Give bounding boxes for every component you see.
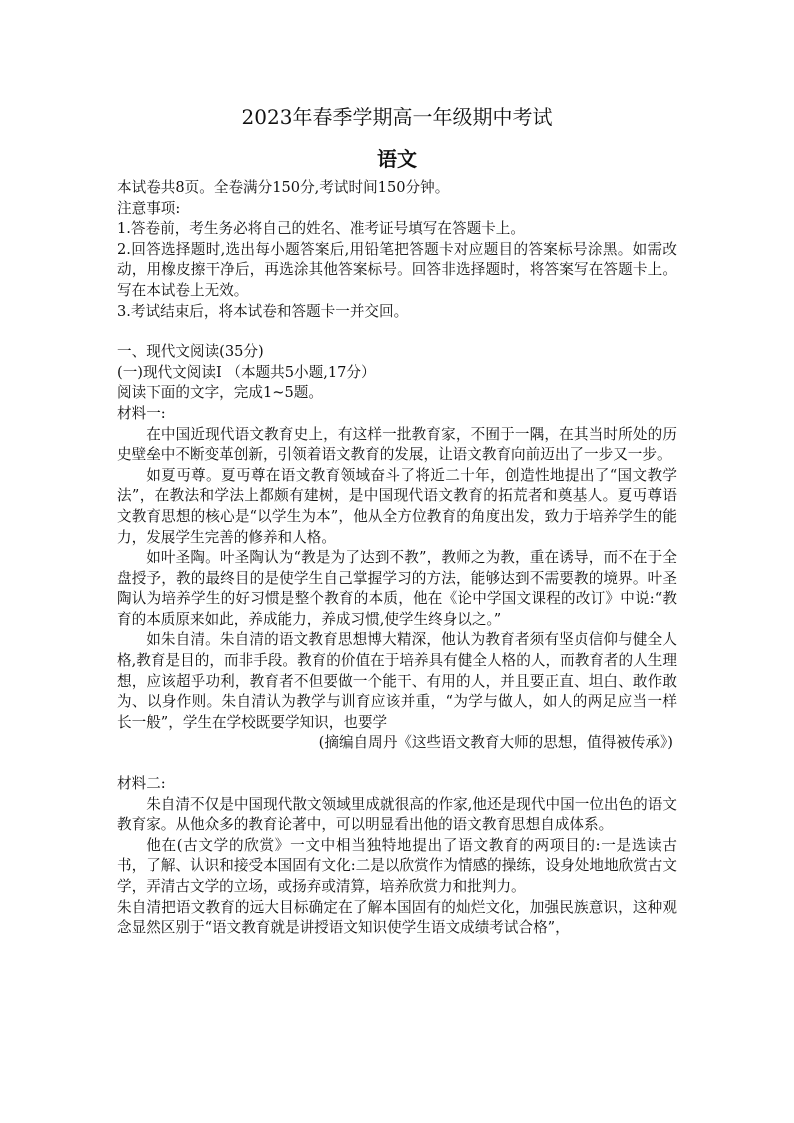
material2-paragraph: 他在(古文学的欣赏》一文中相当独特地提出了语文教育的两项目的:一是选读古书，了解、认识和接受本国固有文化:二是以欣赏作为情感的操练，设身处地地欣赏古文学，弄清古文学的立场，或扬弃或清算，培养欣赏力和批判力。: [117, 836, 677, 895]
material1-paragraph: 如朱自清。朱自清的语文教育思想博大精深，他认为教育者须有坚贞信仰与健全人格,教育是目的，而非手段。教育的价值在于培养具有健全人格的人，而教育者的人生理想，应该超乎功利，教育者不但要做一个能干、有用的人，并且要正直、坦白、敢作敢为、以身作则。朱自清认为教学与训育应该并重，“为学与做人，如人的两足应当一样长一般”，学生在学校既要学知识，也要学: [117, 631, 677, 731]
section-instruction: 阅读下面的文字，完成1~5题。: [117, 384, 323, 402]
material2-paragraph: 朱自清不仅是中国现代散文领域里成就很高的作家,他还是现代中国一位出色的语文教育家。从他众多的教育论著中，可以明显看出他的语文教育思想自成体系。: [117, 795, 677, 834]
spacer: [117, 754, 677, 774]
notice-item: 1.答卷前，考生务必将自己的姓名、准考证号填写在答题卡上。: [117, 220, 525, 238]
exam-body: [117, 178, 677, 939]
exam-title: 2023年春季学期高一年级期中考试: [241, 105, 553, 129]
material1-paragraph: 如夏丏尊。夏丏尊在语文教育领域奋斗了将近二十年，创造性地提出了“国文教学法”，在教法和学法上都颇有建树，是中国现代语文教育的拓荒者和奠基人。夏丏尊语文教育思想的核心是“以学生为本”，他从全方位教育的角度出发，致力于培养学生的能力，发展学生完善的修养和人格。: [117, 466, 677, 546]
section-subheading: (一)现代文阅读Ⅰ （本题共5小题,17分）: [117, 363, 376, 381]
subject-title: 语文: [377, 147, 417, 171]
material1-citation: (摘编自周丹《这些语文教育大师的思想，值得被传承》): [318, 734, 673, 752]
material1-paragraph: 如叶圣陶。叶圣陶认为“教是为了达到不教”，教师之为教，重在诱导，而不在于全盘授予，教的最终目的是使学生自己掌握学习的方法，能够达到不需要教的境界。叶圣陶认为培养学生的好习惯是整个教育的本质，他在《论中学国文课程的改订》中说:“教育的本质原来如此，养成能力，养成习惯,使学生终身以之。”: [117, 549, 677, 628]
spacer: [117, 322, 677, 342]
material1-label: 材料一:: [117, 404, 166, 422]
notice-heading: 注意事项:: [117, 199, 181, 217]
notice-item: 3.考试结束后，将本试卷和答题卡一并交回。: [117, 302, 409, 320]
material1-paragraph: 在中国近现代语文教育史上，有这样一批教育家，不囿于一隅，在其当时所处的历史壁垒中不断变革创新，引领着语文教育的发展，让语文教育向前迈出了一步又一步。: [117, 425, 677, 464]
exam-info: 本试卷共8页。全卷满分150分,考试时间150分钟。: [117, 179, 450, 196]
material2-label: 材料二:: [117, 775, 166, 793]
material2-continuation: 朱自清把语文教育的远大目标确定在了解本国固有的灿烂文化，加强民族意识，这种观念显然区别于“语文教育就是讲授语文知识使学生语文成绩考试合格”，: [117, 898, 677, 937]
section-heading: 一、现代文阅读(35分): [117, 343, 264, 361]
notice-item: 2.回答选择题时,选出每小题答案后,用铅笔把答题卡对应题目的答案标号涂黑。如需改动，用橡皮擦干净后，再选涂其他答案标号。回答非选择题时，将答案写在答题卡上。写在本试卷上无效。: [117, 240, 677, 299]
